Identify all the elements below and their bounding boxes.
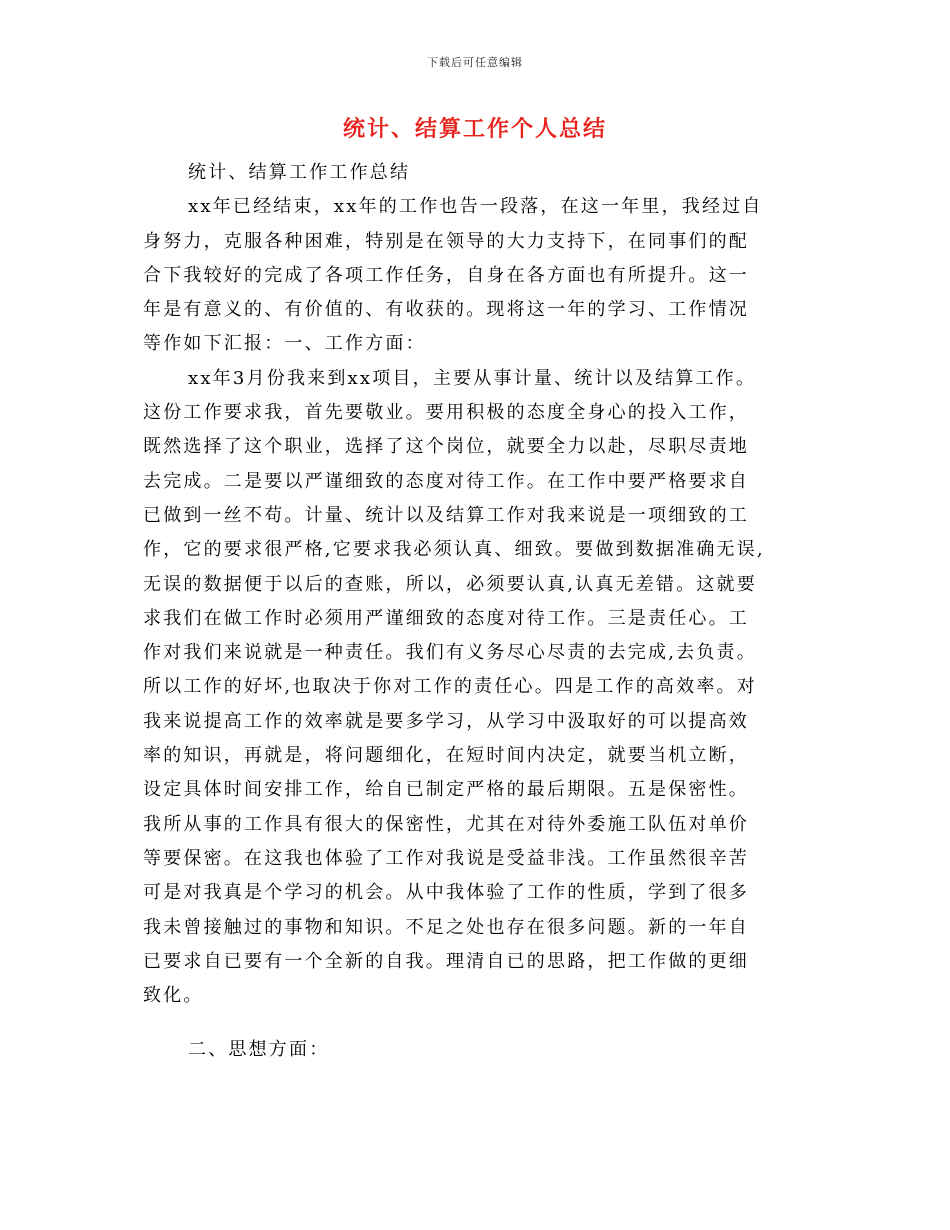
paragraph-line: 等要保密。在这我也体验了工作对我说是受益非浅。工作虽然很辛苦 xyxy=(143,847,749,869)
paragraph-line: 身努力，克服各种困难，特别是在领导的大力支持下，在同事们的配 xyxy=(143,230,749,252)
document-body xyxy=(143,156,803,1068)
paragraph-line: 合下我较好的完成了各项工作任务，自身在各方面也有所提升。这一 xyxy=(143,264,749,286)
paragraph-line: 作，它的要求很严格,它要求我必须认真、细致。要做到数据准确无误, xyxy=(143,539,765,561)
paragraph-line: 去完成。二是要以严谨细致的态度对待工作。在工作中要严格要求自 xyxy=(143,470,749,492)
paragraph-line: 我来说提高工作的效率就是要多学习，从学习中汲取好的可以提高效 xyxy=(143,710,749,732)
paragraph-line: 已要求自已要有一个全新的自我。理清自已的思路，把工作做的更细 xyxy=(143,950,749,972)
paragraph-line: 已做到一丝不苟。计量、统计以及结算工作对我来说是一项细致的工 xyxy=(143,504,749,526)
paragraph-line: xx年3月份我来到xx项目，主要从事计量、统计以及结算工作。 xyxy=(188,367,757,389)
paragraph-line: 无误的数据便于以后的查账，所以，必须要认真,认真无差错。这就要 xyxy=(143,573,757,595)
paragraph-line: 所以工作的好坏,也取决于你对工作的责任心。四是工作的高效率。对 xyxy=(143,676,757,698)
paragraph-line: 致化。 xyxy=(143,985,204,1007)
paragraph-line: 可是对我真是个学习的机会。从中我体验了工作的性质，学到了很多 xyxy=(143,882,749,904)
paragraph-line: 我所从事的工作具有很大的保密性，尤其在对待外委施工队伍对单价 xyxy=(143,813,749,835)
section-heading: 二、思想方面： xyxy=(188,1039,330,1061)
paragraph-line: 既然选择了这个职业，选择了这个岗位，就要全力以赴，尽职尽责地 xyxy=(143,436,749,458)
paragraph-line: 作对我们来说就是一种责任。我们有义务尽心尽责的去完成,去负责。 xyxy=(143,642,757,664)
paragraph-line: 我未曾接触过的事物和知识。不足之处也存在很多问题。新的一年自 xyxy=(143,916,749,938)
section-subtitle: 统计、结算工作工作总结 xyxy=(188,162,411,183)
document-title: 统计、结算工作个人总结 xyxy=(342,116,607,142)
paragraph-line: 求我们在做工作时必须用严谨细致的态度对待工作。三是责任心。工 xyxy=(143,607,749,629)
paragraph-line: 年是有意义的、有价值的、有收获的。现将这一年的学习、工作情况 xyxy=(143,299,749,321)
paragraph-line: 率的知识，再就是，将问题细化，在短时间内决定，就要当机立断， xyxy=(143,745,749,767)
section-gap xyxy=(143,1013,803,1033)
paragraph-line: xx年已经结束，xx年的工作也告一段落，在这一年里，我经过自 xyxy=(188,196,763,218)
paragraph-line: 这份工作要求我，首先要敬业。要用积极的态度全身心的投入工作， xyxy=(143,402,749,424)
paragraph-line: 设定具体时间安排工作，给自已制定严格的最后期限。五是保密性。 xyxy=(143,779,749,801)
header-note: 下载后可任意编辑 xyxy=(427,56,523,69)
paragraph-line: 等作如下汇报：一、工作方面： xyxy=(143,333,426,355)
